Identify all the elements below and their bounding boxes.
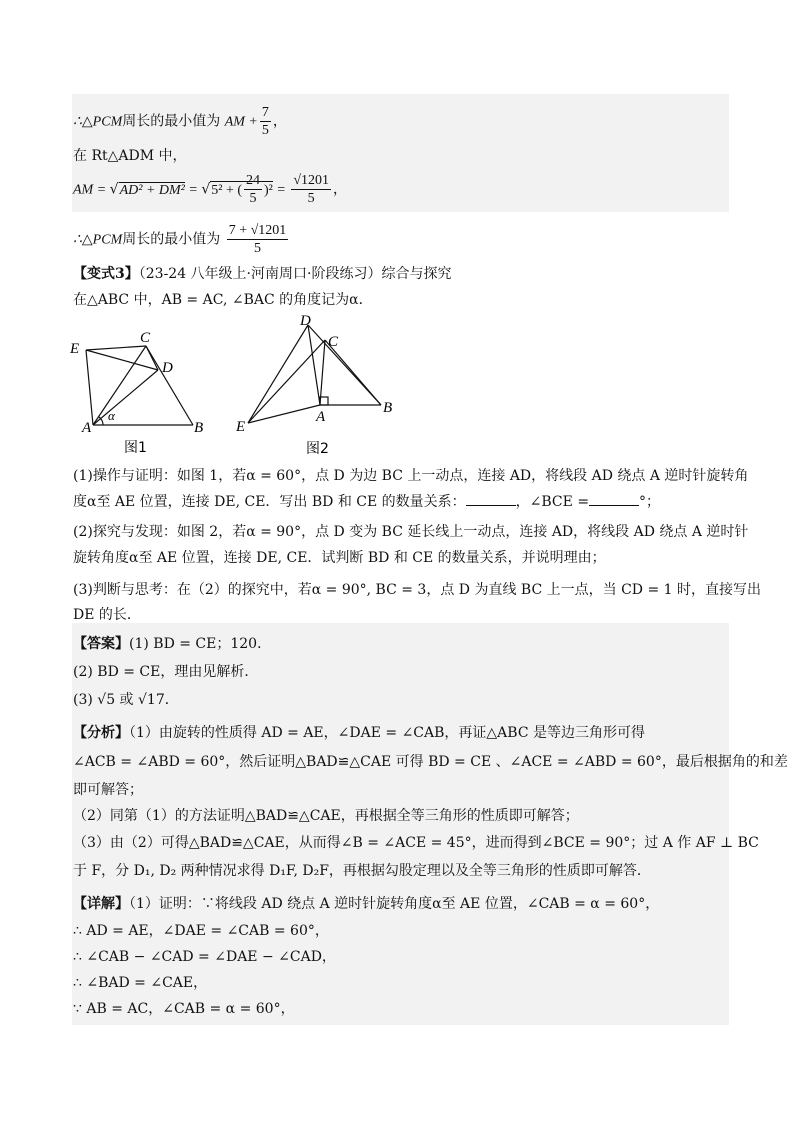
detail-d5: ∵ AB = AC，∠CAB = α = 60°， [73, 1001, 295, 1017]
analysis-p1a: （1）由旋转的性质得 AD = AE，∠DAE = ∠CAB，再证△ABC 是等边三角形可得 [129, 725, 645, 741]
label-A: A [316, 409, 326, 425]
comma: ， [333, 181, 348, 198]
q1b-mid: ，∠BCE = [515, 494, 590, 510]
frac-den: 5 [249, 191, 257, 206]
answer-2: (2) BD = CE，理由见解析． [73, 664, 259, 680]
q2a-text: (2)探究与发现：如图 2，若α = 90°，点 D 变为 BC 延长线上一动点，连接 AD，将线段 AD 绕点 A 逆时针 [73, 524, 749, 540]
detail-d3: ∴ ∠CAB − ∠CAD = ∠DAE − ∠CAD， [73, 949, 336, 965]
label-B: B [194, 420, 204, 436]
sqrt2-a: 5² + ( [211, 182, 243, 198]
analysis-p3b: 于 F，分 D₁, D₂ 两种情况求得 D₁F, D₂F，再根据勾股定理以及全等三角形的性质即可解答． [73, 863, 651, 879]
analysis-line-1 [73, 723, 645, 743]
perimeter-text: 周长的最小值为 [122, 231, 221, 248]
frac-num: √1201 [293, 173, 330, 188]
detail-d4: ∴ ∠BAD = ∠CAE， [73, 975, 208, 991]
analysis-p1b: ∠ACB = ∠ABD = 60°，然后证明△BAD≌△CAE 可得 BD = CE 、∠ACE = ∠ABD = 60°，最后根据角的和差 [73, 754, 788, 770]
q1b-pre: 度α至 AE 位置，连接 DE, CE．写出 BD 和 CE 的数量关系： [73, 494, 466, 510]
detail-line-1 [73, 894, 659, 914]
label-C: C [140, 330, 151, 346]
prefix-text: ∴△PCM [73, 114, 123, 130]
q1b-end: °； [639, 494, 661, 510]
eq2: = [184, 182, 202, 198]
detail-line-3 [73, 947, 336, 967]
frac-num: 7 + √1201 [228, 223, 287, 238]
fig1-caption: 图1 [124, 440, 147, 456]
analysis-line-6 [73, 861, 651, 881]
analysis-p3a: （3）由（2）可得△BAD≌△CAE，从而得∠B = ∠ACE = 45°，进而得到∠BCE = 90°；过 A 作 AF ⊥ BC [73, 835, 759, 851]
fig2-caption: 图2 [306, 441, 329, 457]
fraction-sqrt1201-5 [291, 172, 331, 207]
detail-d2: ∴ AD = AE，∠DAE = ∠CAB = 60°， [73, 923, 329, 939]
question-3a [73, 580, 761, 600]
detail-d1: （1）证明：∵将线段 AD 绕点 A 逆时针旋转角度α至 AE 位置，∠CAB = α = 60°， [129, 896, 660, 912]
analysis-p2: （2）同第（1）的方法证明△BAD≌△CAE，再根据全等三角形的性质即可解答； [73, 808, 579, 824]
perimeter-text: 周长的最小值为 [122, 113, 221, 130]
perimeter-line-1 [73, 104, 287, 139]
answer-3: (3) √5 或 √17． [73, 692, 179, 708]
answer-blank-2[interactable] [589, 493, 639, 506]
frac-den: 5 [307, 191, 315, 206]
detail-line-4 [73, 973, 207, 993]
analysis-label: 【分析】 [73, 725, 129, 741]
label-alpha: α [108, 408, 115, 423]
analysis-line-2 [73, 752, 788, 772]
rt-line [73, 146, 187, 166]
q3b-text: DE 的长． [73, 607, 141, 623]
frac-den: 5 [261, 123, 269, 138]
question-1b [73, 492, 660, 512]
variant-intro [73, 290, 373, 310]
q1a-text: (1)操作与证明：如图 1，若α = 60°，点 D 为边 BC 上一动点，连接 AD，将线段 AD 绕点 A 逆时针旋转角 [73, 468, 749, 484]
label-D: D [162, 360, 173, 376]
label-E: E [236, 419, 246, 435]
fraction-7-5 [260, 104, 271, 139]
analysis-line-4 [73, 806, 579, 826]
question-3b [73, 605, 141, 625]
analysis-line-3 [73, 780, 143, 800]
am-plus: AM + [224, 114, 258, 130]
am-eq: AM = [73, 182, 110, 198]
answer-line-1 [73, 634, 271, 654]
question-2b [73, 548, 606, 568]
frac-num: 24 [246, 173, 261, 188]
frac-den: 5 [253, 241, 261, 256]
answer-line-3 [73, 690, 179, 710]
figure-2 [228, 313, 403, 463]
label-A: A [82, 420, 92, 436]
label-C: C [328, 334, 339, 350]
figure-1 [68, 328, 218, 458]
answer-line-2 [73, 662, 258, 682]
perimeter-final-line [73, 222, 290, 257]
answer-1: (1) BD = CE；120． [129, 636, 272, 652]
variant-header [73, 264, 451, 284]
variant-source: （23-24 八年级上·河南周口·阶段练习）综合与探究 [138, 266, 452, 282]
frac-num: 7 [261, 105, 269, 120]
answer-label: 【答案】 [73, 636, 129, 652]
q3a-text: (3)判断与思考：在（2）的探究中，若α = 90°, BC = 3，点 D 为直线 BC 上一点，当 CD = 1 时，直接写出 [73, 582, 761, 598]
answer-blank-1[interactable] [466, 493, 516, 506]
variant-label: 【变式3】 [73, 266, 139, 282]
eq3: = [272, 182, 290, 198]
comma: ， [272, 113, 287, 130]
analysis-p1c: 即可解答； [73, 782, 143, 798]
prefix-text: ∴△PCM [73, 232, 123, 248]
fraction-final [227, 222, 289, 257]
detail-line-5 [73, 999, 295, 1019]
sqrt2-b: )² [264, 182, 273, 198]
intro-text: 在△ABC 中，AB = AC, ∠BAC 的角度记为α． [73, 292, 373, 308]
am-equation-line: AM = √AD² + DM² = √5² + ( $\frac{24}{5}$ )² = $\frac{√1201}{5}$ ， [73, 173, 348, 206]
label-B: B [383, 400, 393, 416]
label-D: D [300, 313, 311, 329]
am-sqrt: AD² + DM² [119, 182, 185, 198]
question-2a [73, 522, 748, 542]
fraction-24-5 [244, 172, 262, 207]
detail-label: 【详解】 [73, 896, 129, 912]
label-E: E [70, 341, 80, 357]
analysis-line-5 [73, 833, 759, 853]
question-1a [73, 466, 748, 486]
q2b-text: 旋转角度α至 AE 位置，连接 DE, CE．试判断 BD 和 CE 的数量关系，并说明理由； [73, 550, 606, 566]
detail-line-2 [73, 921, 329, 941]
rt-text: 在 Rt△ADM 中， [73, 148, 187, 164]
